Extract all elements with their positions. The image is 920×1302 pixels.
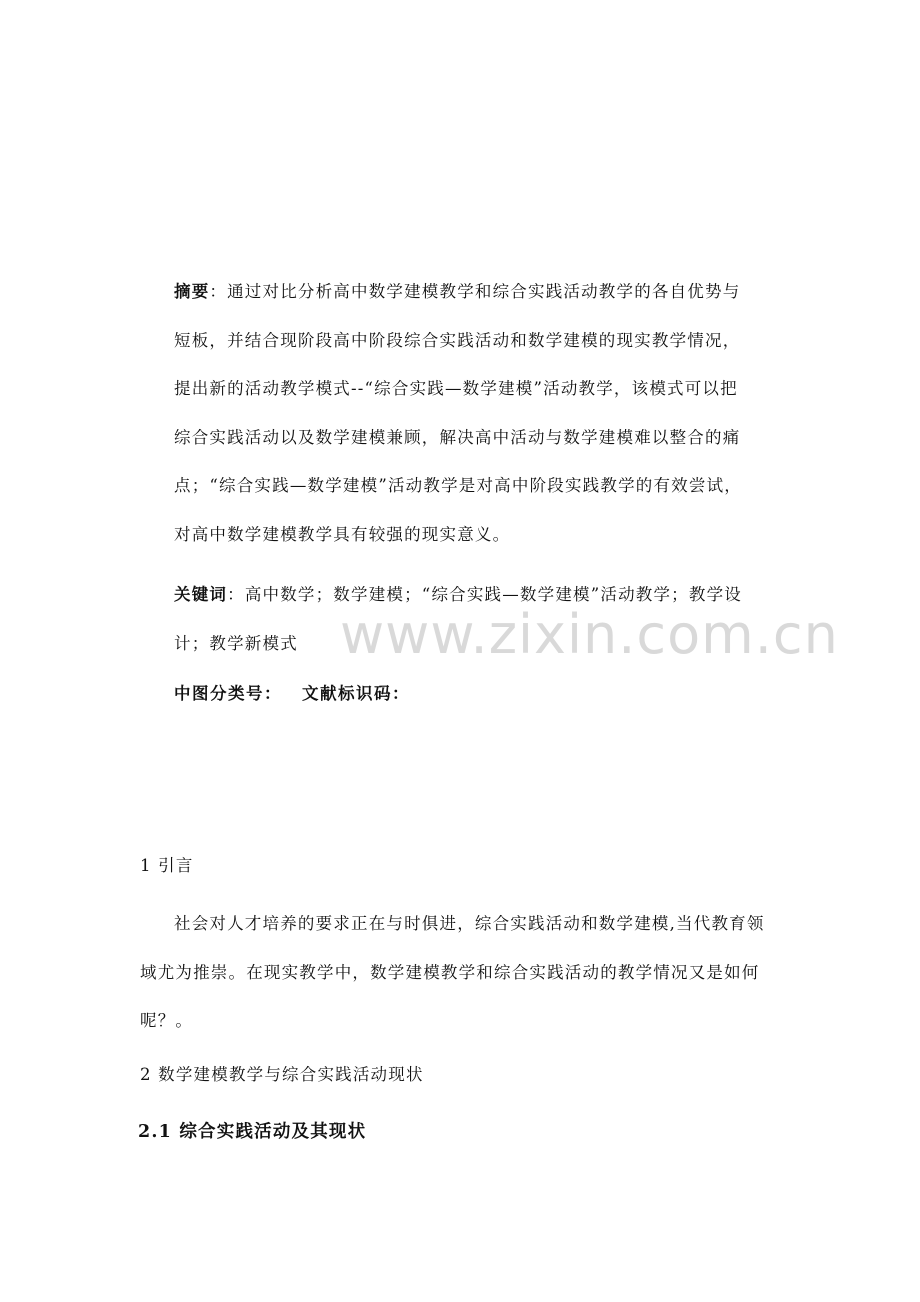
abstract-label: 摘要 bbox=[174, 282, 210, 301]
abstract-text: 通过对比分析高中数学建模教学和综合实践活动教学的各自优势与短板，并结合现阶段高中阶段综合实践活动和数学建模的现实教学情况，提出新的活动教学模式--“综合实践—数学建模”活动教学，该模式可以把综合实践活动以及数学建模兼顾，解决高中活动与数学建模难以整合的痛点；“综合实践—数学建模”活动教学是对高中阶段实践教学的有效尝试，对高中数学建模教学具有较强的现实意义。 bbox=[174, 282, 742, 544]
abstract-separator: ： bbox=[209, 282, 228, 301]
section-1-heading: 1 引言 bbox=[140, 856, 194, 875]
keywords-paragraph bbox=[174, 571, 752, 668]
section-2-heading: 2 数学建模教学与综合实践活动现状 bbox=[140, 1065, 424, 1084]
clc-label: 中图分类号： bbox=[174, 684, 282, 703]
section-1-paragraph bbox=[140, 900, 780, 1046]
section-2-1-heading: 2.1 综合实践活动及其现状 bbox=[138, 1122, 367, 1142]
keywords-label: 关键词 bbox=[174, 585, 228, 604]
keywords-text: 高中数学；数学建模；“综合实践—数学建模”活动教学；教学设计；教学新模式 bbox=[174, 585, 742, 653]
abstract-paragraph bbox=[174, 268, 752, 559]
document-code-label: 文献标识码： bbox=[302, 684, 410, 703]
watermark: www.zixin.com.cn bbox=[340, 603, 839, 666]
section-1-paragraph-text: 社会对人才培养的要求正在与时俱进，综合实践活动和数学建模,当代教育领域尤为推崇。在现实教学中，数学建模教学和综合实践活动的教学情况又是如何呢？。 bbox=[140, 914, 765, 1030]
keywords-separator: ： bbox=[227, 585, 245, 604]
classification-line bbox=[174, 680, 410, 704]
